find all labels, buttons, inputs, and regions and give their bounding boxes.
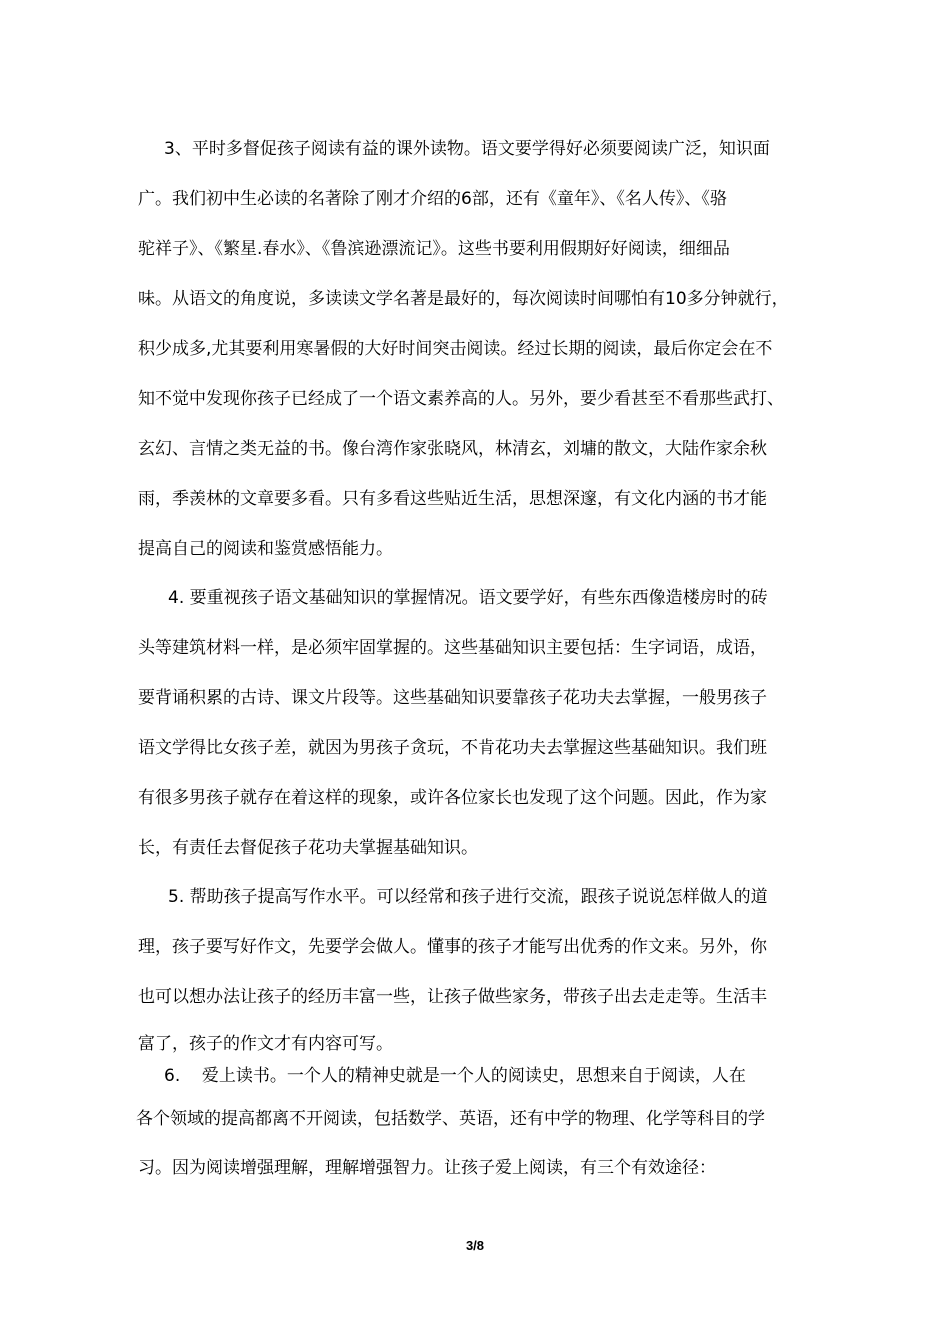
paragraph-1-line-5: 积少成多,尤其要利用寒暑假的大好时间突击阅读。经过长期的阅读，最后你定会在不 <box>138 339 773 359</box>
paragraph-1-line-2: 广。我们初中生必读的名著除了刚才介绍的6部，还有《童年》、《名人传》、《骆 <box>138 189 727 209</box>
paragraph-2-line-2: 头等建筑材料一样，是必须牢固掌握的。这些基础知识主要包括：生字词语，成语， <box>138 638 767 658</box>
paragraph-4-line-3: 习。因为阅读增强理解，理解增强智力。让孩子爱上阅读，有三个有效途径： <box>138 1158 716 1178</box>
page-number: 3/8 <box>465 1238 485 1253</box>
paragraph-1-line-3: 驼祥子》、《繁星.春水》、《鲁滨逊漂流记》。这些书要利用假期好好阅读，细细品 <box>138 239 730 259</box>
paragraph-3-line-2: 理，孩子要写好作文，先要学会做人。懂事的孩子才能写出优秀的作文来。另外，你 <box>138 937 767 957</box>
paragraph-4-line-2: 各个领域的提高都离不开阅读，包括数学、英语，还有中学的物理、化学等科目的学 <box>136 1109 765 1129</box>
paragraph-1-line-6: 知不觉中发现你孩子已经成了一个语文素养高的人。另外，要少看甚至不看那些武打、 <box>138 389 784 409</box>
paragraph-2-line-1: 4. 要重视孩子语文基础知识的掌握情况。语文要学好，有些东西像造楼房时的砖 <box>168 588 768 608</box>
paragraph-1-line-9: 提高自己的阅读和鉴赏感悟能力。 <box>138 539 393 559</box>
paragraph-4-line-1: 6. 爱上读书。一个人的精神史就是一个人的阅读史，思想来自于阅读，人在 <box>164 1066 746 1086</box>
paragraph-1-line-1: 3、平时多督促孩子阅读有益的课外读物。语文要学得好必须要阅读广泛，知识面 <box>164 139 770 159</box>
paragraph-1-line-8: 雨，季羡林的文章要多看。只有多看这些贴近生活，思想深邃，有文化内涵的书才能 <box>138 489 767 509</box>
paragraph-2-line-6: 长，有责任去督促孩子花功夫掌握基础知识。 <box>138 838 478 858</box>
paragraph-1-line-4: 味。从语文的角度说，多读读文学名著是最好的，每次阅读时间哪怕有10多分钟就行， <box>138 289 789 309</box>
paragraph-2-line-5: 有很多男孩子就存在着这样的现象，或许各位家长也发现了这个问题。因此，作为家 <box>138 788 767 808</box>
paragraph-3-line-3: 也可以想办法让孩子的经历丰富一些，让孩子做些家务，带孩子出去走走等。生活丰 <box>138 987 767 1007</box>
paragraph-3-line-4: 富了，孩子的作文才有内容可写。 <box>138 1034 393 1054</box>
paragraph-3-line-1: 5. 帮助孩子提高写作水平。可以经常和孩子进行交流，跟孩子说说怎样做人的道 <box>168 887 768 907</box>
paragraph-2-line-4: 语文学得比女孩子差，就因为男孩子贪玩，不肯花功夫去掌握这些基础知识。我们班 <box>138 738 767 758</box>
paragraph-2-line-3: 要背诵积累的古诗、课文片段等。这些基础知识要靠孩子花功夫去掌握，一般男孩子 <box>138 688 767 708</box>
paragraph-1-line-7: 玄幻、言情之类无益的书。像台湾作家张晓风，林清玄，刘墉的散文，大陆作家余秋 <box>138 439 767 459</box>
